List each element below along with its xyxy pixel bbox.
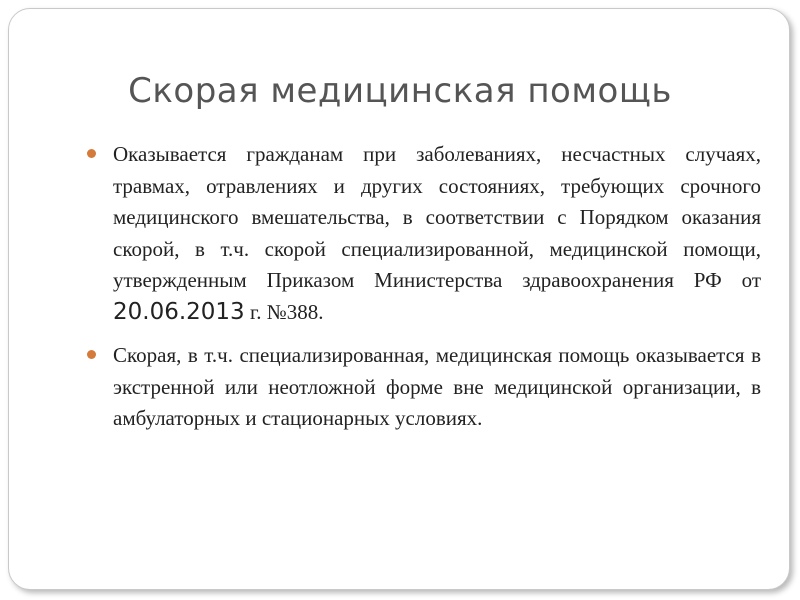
bullet-text-1-before: Оказывается гражданам при заболеваниях, несчастных случаях, травмах, отравлениях и других состояниях, требующих срочного медицинского вмешательства, в соответствии с Порядком оказания скорой, в т.ч. скорой специализированной, медицинской помощи, утвержденным Приказом Министерства здравоохранения РФ от — [113, 142, 761, 292]
slide-card — [8, 8, 790, 590]
bullet-list — [87, 139, 761, 447]
list-item — [87, 340, 761, 435]
bullet-dot-icon — [87, 350, 96, 359]
bullet-text-2: Скорая, в т.ч. специализированная, медицинская помощь оказывается в экстренной или неотложной форме вне медицинской организации, в амбулаторных и стационарных условиях. — [113, 343, 761, 430]
slide-title: Скорая медицинская помощь — [128, 71, 672, 111]
bullet-text-1-after: г. №388. — [244, 299, 324, 324]
bullet-text-1 — [113, 139, 761, 328]
bullet-dot-icon — [87, 149, 96, 158]
order-date: 20.06.2013 — [113, 298, 245, 325]
list-item — [87, 139, 761, 328]
